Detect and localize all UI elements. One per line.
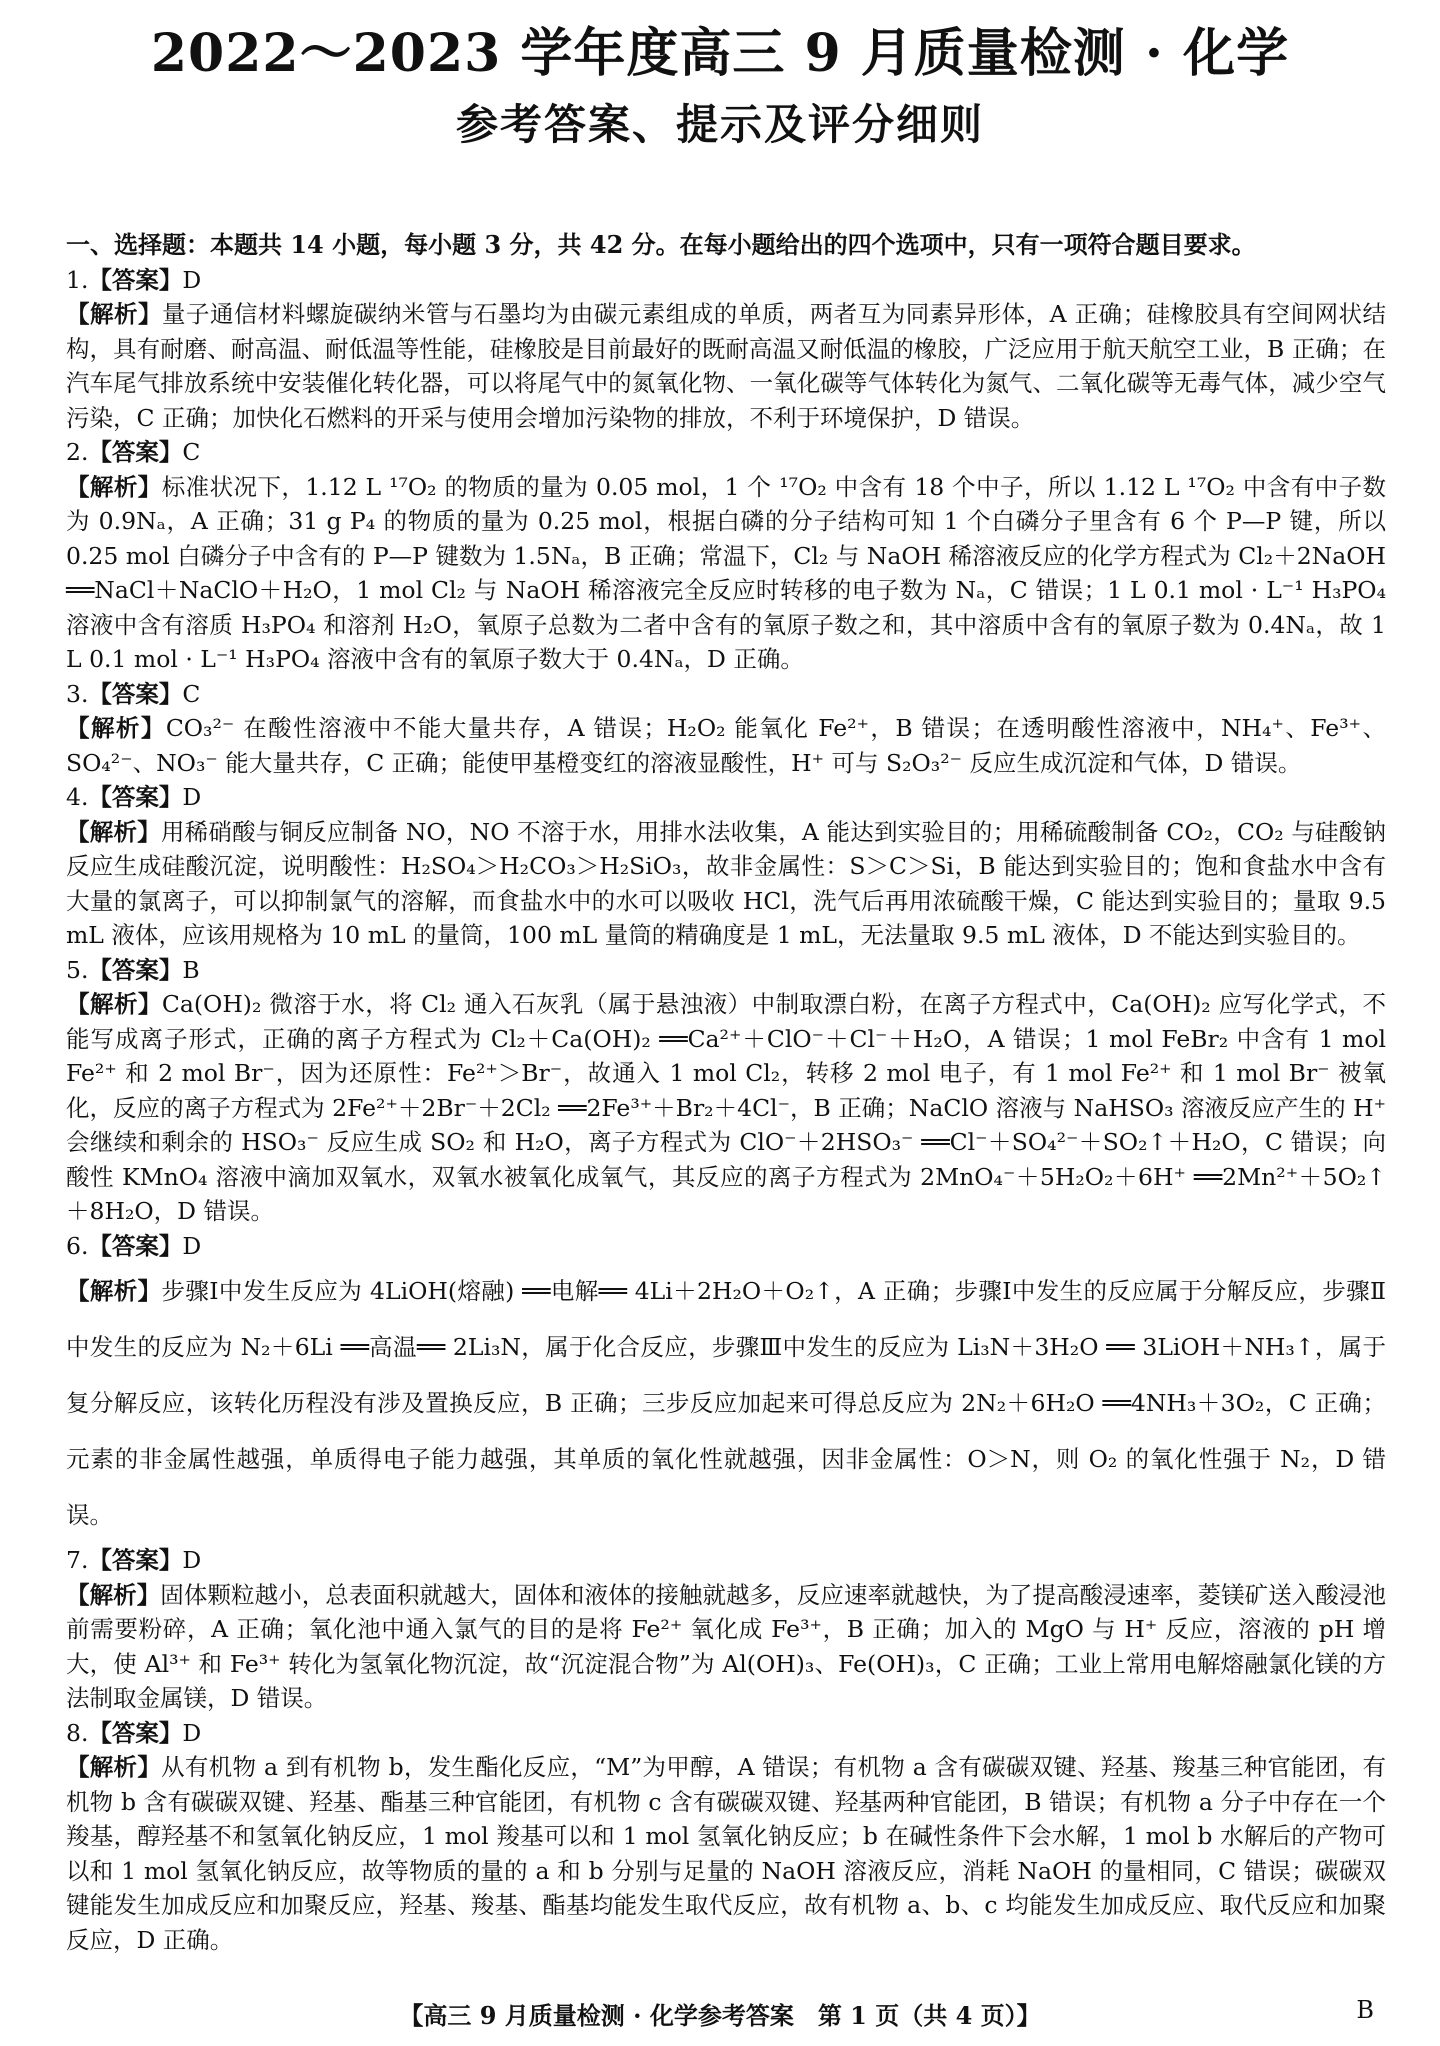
question-number: 4. <box>66 783 89 811</box>
section-heading: 一、选择题：本题共 14 小题，每小题 3 分，共 42 分。在每小题给出的四个选项中，只有一项符合题目要求。 <box>66 230 1256 259</box>
explanation-text: CO₃²⁻ 在酸性溶液中不能大量共存，A 错误；H₂O₂ 能氧化 Fe²⁺，B 错误；在透明酸性溶液中，NH₄⁺、Fe³⁺、SO₄²⁻、NO₃⁻ 能大量共存，C 正确；能使甲基橙变红的溶液显酸性，H⁺ 可与 S₂O₃²⁻ 反应生成沉淀和气体，D 错误。 <box>66 714 1386 777</box>
answer-value: D <box>182 1231 202 1260</box>
explanation-label: 【解析】 <box>66 1277 162 1305</box>
question-3-explanation <box>66 711 1386 780</box>
explanation-text: 从有机物 a 到有机物 b，发生酯化反应，“M”为甲醇，A 错误；有机物 a 含有碳碳双键、羟基、羧基三种官能团，有机物 b 含有碳碳双键、羟基、酯基三种官能团，有机物 c 含有碳碳双键、羟基两种官能团，B 错误；有机物 a 分子中存在一个羧基，醇羟基不和氢氧化钠反应，1 mol 羧基可以和 1 mol 氢氧化钠反应；b 在碱性条件下会水解，1 mol b 水解后的产物可以和 1 mol 氢氧化钠反应，故等物质的量的 a 和 b 分别与足量的 NaOH 溶液反应，消耗 NaOH 的量相同，C 错误；碳碳双键能发生加成反应和加聚反应，羟基、羧基、酯基均能发生取代反应，故有机物 a、b、c 均能发生加成反应、取代反应和加聚反应，D 正确。 <box>66 1753 1387 1954</box>
page-title: 2022～2023 学年度高三 9 月质量检测 · 化学 <box>150 23 1290 84</box>
question-5-answer-line <box>66 953 1386 988</box>
question-number: 3. <box>66 679 89 708</box>
question-number: 2. <box>66 438 89 466</box>
answer-label: 【答案】 <box>88 679 183 708</box>
explanation-text: 标准状况下，1.12 L ¹⁷O₂ 的物质的量为 0.05 mol，1 个 ¹⁷O₂ 中含有 18 个中子，所以 1.12 L ¹⁷O₂ 中含有中子数为 0.9Nₐ，A 正确；31 g P₄ 的物质的量为 0.25 mol，根据白磷的分子结构可知 1 个白磷分子里含有 6 个 P—P 键，所以 0.25 mol 白磷分子中含有的 P—P 键数为 1.5Nₐ，B 正确；常温下，Cl₂ 与 NaOH 稀溶液反应的化学方程式为 Cl₂＋2NaOH ══NaCl＋NaClO＋H₂O，1 mol Cl₂ 与 NaOH 稀溶液完全反应时转移的电子数为 Nₐ，C 错误；1 L 0.1 mol · L⁻¹ H₃PO₄ 溶液中含有溶质 H₃PO₄ 和溶剂 H₂O，氧原子总数为二者中含有的氧原子数之和，其中溶质中含有的氧原子数为 0.4Nₐ，故 1 L 0.1 mol · L⁻¹ H₃PO₄ 溶液中含有的氧原子数大于 0.4Nₐ，D 正确。 <box>66 472 1386 673</box>
answer-label: 【答案】 <box>88 955 183 984</box>
explanation-text: 量子通信材料螺旋碳纳米管与石墨均为由碳元素组成的单质，两者互为同素异形体，A 正确；硅橡胶具有空间网状结构，具有耐磨、耐高温、耐低温等性能，硅橡胶是目前最好的既耐高温又耐低温的橡胶，广泛应用于航天航空工业，B 正确；在汽车尾气排放系统中安装催化转化器，可以将尾气中的氮氧化物、一氧化碳等气体转化为氮气、二氧化碳等无毒气体，减少空气污染，C 正确；加快化石燃料的开采与使用会增加污染物的排放，不利于环境保护，D 错误。 <box>66 300 1386 432</box>
question-7-explanation <box>66 1578 1386 1716</box>
explanation-label: 【解析】 <box>66 714 166 742</box>
answer-value: D <box>182 1718 202 1747</box>
explanation-text: 步骤Ⅰ中发生反应为 4LiOH(熔融) ══电解══ 4Li＋2H₂O＋O₂↑，A 正确；步骤Ⅰ中发生的反应属于分解反应，步骤Ⅱ中发生的反应为 N₂＋6Li ══高温══ 2Li₃N，属于化合反应，步骤Ⅲ中发生的反应为 Li₃N＋3H₂O ══ 3LiOH＋NH₃↑，属于复分解反应，该转化历程没有涉及置换反应，B 正确；三步反应加起来可得总反应为 2N₂＋6H₂O ══4NH₃＋3O₂，C 正确；元素的非金属性越强，单质得电子能力越强，其单质的氧化性就越强，因非金属性：O＞N，则 O₂ 的氧化性强于 N₂，D 错误。 <box>66 1277 1387 1529</box>
question-number: 7. <box>66 1546 89 1574</box>
explanation-label: 【解析】 <box>66 817 161 846</box>
question-7-answer-line <box>66 1543 1386 1578</box>
answer-label: 【答案】 <box>88 1546 183 1574</box>
answer-label: 【答案】 <box>88 1718 183 1747</box>
answer-label: 【答案】 <box>88 783 183 811</box>
explanation-label: 【解析】 <box>66 1580 161 1609</box>
answer-value: C <box>182 438 201 466</box>
question-2-explanation <box>66 470 1386 677</box>
answer-value: B <box>182 955 200 984</box>
page-subtitle: 参考答案、提示及评分细则 <box>455 100 984 149</box>
answer-value: D <box>182 783 202 811</box>
question-number: 5. <box>66 955 89 984</box>
question-6-explanation <box>66 1263 1386 1543</box>
explanation-label: 【解析】 <box>66 472 162 501</box>
question-1-explanation <box>66 297 1386 435</box>
explanation-text: 用稀硝酸与铜反应制备 NO，NO 不溶于水，用排水法收集，A 能达到实验目的；用稀硫酸制备 CO₂，CO₂ 与硅酸钠反应生成硅酸沉淀，说明酸性：H₂SO₄＞H₂CO₃＞H₂SiO₃，故非金属性：S＞C＞Si，B 能达到实验目的；饱和食盐水中含有大量的氯离子，可以抑制氯气的溶解，而食盐水中的水可以吸收 HCl，洗气后再用浓硫酸干燥，C 能达到实验目的；量取 9.5 mL 液体，应该用规格为 10 mL 的量筒，100 mL 量筒的精确度是 1 mL，无法量取 9.5 mL 液体，D 不能达到实验目的。 <box>66 817 1387 949</box>
question-4-explanation <box>66 815 1386 953</box>
answer-label: 【答案】 <box>88 265 183 294</box>
question-4-answer-line <box>66 780 1386 815</box>
explanation-text: 固体颗粒越小，总表面积就越大，固体和液体的接触就越多，反应速率就越快，为了提高酸浸速率，菱镁矿送入酸浸池前需要粉碎，A 正确；氧化池中通入氯气的目的是将 Fe²⁺ 氧化成 Fe³⁺，B 正确；加入的 MgO 与 H⁺ 反应，溶液的 pH 增大，使 Al³⁺ 和 Fe³⁺ 转化为氢氧化物沉淀，故“沉淀混合物”为 Al(OH)₃、Fe(OH)₃，C 正确；工业上常用电解熔融氯化镁的方法制取金属镁，D 错误。 <box>66 1580 1387 1712</box>
question-8-answer-line <box>66 1716 1386 1751</box>
question-2-answer-line <box>66 435 1386 470</box>
explanation-label: 【解析】 <box>66 990 162 1018</box>
question-number: 1. <box>66 265 89 294</box>
question-3-answer-line <box>66 677 1386 712</box>
footer-version-letter: B <box>1356 1996 1374 2024</box>
explanation-label: 【解析】 <box>66 1753 162 1781</box>
question-8-explanation <box>66 1750 1386 1957</box>
question-1-answer-line <box>66 263 1386 298</box>
answer-label: 【答案】 <box>88 438 183 466</box>
answer-content <box>66 228 1386 1957</box>
footer-page-info: 【高三 9 月质量检测 · 化学参考答案 第 1 页（共 4 页）】 <box>399 2001 1041 2030</box>
explanation-text: Ca(OH)₂ 微溶于水，将 Cl₂ 通入石灰乳（属于悬浊液）中制取漂白粉，在离子方程式中，Ca(OH)₂ 应写化学式，不能写成离子形式，正确的离子方程式为 Cl₂＋Ca(OH)₂ ══Ca²⁺＋ClO⁻＋Cl⁻＋H₂O，A 错误；1 mol FeBr₂ 中含有 1 mol Fe²⁺ 和 2 mol Br⁻，因为还原性：Fe²⁺＞Br⁻，故通入 1 mol Cl₂，转移 2 mol 电子，有 1 mol Fe²⁺ 和 1 mol Br⁻ 被氧化，反应的离子方程式为 2Fe²⁺＋2Br⁻＋2Cl₂ ══2Fe³⁺＋Br₂＋4Cl⁻，B 正确；NaClO 溶液与 NaHSO₃ 溶液反应产生的 H⁺ 会继续和剩余的 HSO₃⁻ 反应生成 SO₂ 和 H₂O，离子方程式为 ClO⁻＋2HSO₃⁻ ══Cl⁻＋SO₄²⁻＋SO₂↑＋H₂O，C 错误；向酸性 KMnO₄ 溶液中滴加双氧水，双氧水被氧化成氧气，其反应的离子方程式为 2MnO₄⁻＋5H₂O₂＋6H⁺ ══2Mn²⁺＋5O₂↑＋8H₂O，D 错误。 <box>66 990 1387 1225</box>
answer-value: D <box>182 265 202 294</box>
question-number: 8. <box>66 1718 89 1747</box>
question-number: 6. <box>66 1231 89 1260</box>
answer-value: C <box>182 679 201 708</box>
answer-value: D <box>182 1546 202 1574</box>
answer-label: 【答案】 <box>88 1231 183 1260</box>
question-5-explanation <box>66 987 1386 1229</box>
question-6-answer-line <box>66 1229 1386 1264</box>
explanation-label: 【解析】 <box>66 300 162 328</box>
